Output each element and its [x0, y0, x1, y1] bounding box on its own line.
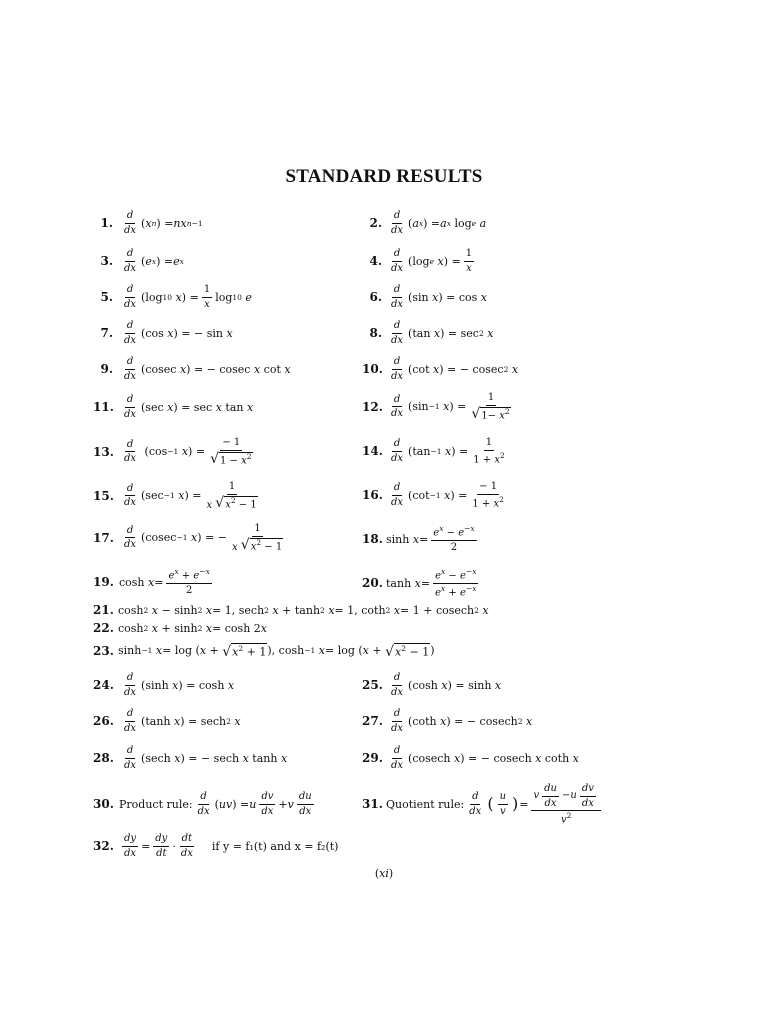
formula-number: 16.: [362, 488, 383, 503]
formula-expression: $\frac{d}{dx}$ (tan −1 x ) = $\frac{1}{1 + x^2}$: [391, 437, 505, 465]
formula-number: 11.: [93, 400, 114, 414]
formula-16: [362, 481, 509, 509]
formula-expression: $\frac{d}{dx}$ (cosec −1 x ) = − 1 x √ $x^2 - 1$: [124, 523, 283, 554]
formula-4: [362, 248, 477, 274]
formula-number: 3.: [100, 254, 113, 268]
formula-expression: cosh 2 x − sinh 2 x = 1, sech 2 x + tanh 2 x = 1, coth 2 x = 1 + cosech 2 x: [118, 604, 489, 617]
formula-number: 30.: [93, 797, 114, 811]
formula-expression: $\frac{d}{dx}$ (tan x ) = sec 2 x: [391, 320, 494, 346]
formula-expression: $\frac{d}{dx}$ (cosh x ) = sinh x: [391, 672, 502, 698]
formula-15: [93, 481, 263, 511]
formula-expression: $\frac{d}{dx}$ ( a x ) = a x log e a: [391, 210, 487, 236]
formula-expression: $\frac{d}{dx}$ (cot x ) = − cosec 2 x: [391, 356, 519, 382]
formula-expression: $\frac{d}{dx}$ (cos −1 x ) = − 1 √ $1 - x^2$: [124, 437, 252, 468]
formula-number: 18.: [362, 532, 383, 547]
formula-number: 9.: [100, 362, 113, 376]
quotient-rule-label: Quotient rule:: [386, 797, 465, 811]
formula-expression: sinh x = $\frac{e^x - e^{-x}}{2}$: [386, 524, 475, 553]
formula-11: [93, 394, 253, 420]
formula-7: [93, 320, 233, 346]
formula-number: 10.: [362, 362, 383, 376]
formula-expression: $\frac{d}{dx}$ (sin x ) = cos x: [391, 284, 487, 310]
formula-8: [362, 320, 493, 346]
formula-2: [362, 210, 486, 236]
formula-number: 6.: [369, 290, 382, 304]
formula-13: [93, 437, 258, 467]
formula-23: [93, 643, 435, 659]
formula-1: [93, 210, 203, 236]
formula-number: 5.: [100, 290, 113, 304]
formula-9: [93, 356, 291, 382]
formula-expression: $\frac{d}{dx}$ (sech x ) = − sech x tanh x: [124, 745, 288, 771]
formula-27: [362, 708, 532, 734]
page-number: (xi): [374, 867, 394, 880]
page-title: STANDARD RESULTS: [285, 166, 483, 187]
formula-14: [362, 437, 510, 465]
formula-expression: $\frac{d}{dx}$ (cosech x ) = − cosech x coth x: [391, 745, 579, 771]
formula-expression: $\frac{d}{dx}$ (cos x ) = − sin x: [124, 320, 233, 346]
formula-expression: cosh x = $\frac{e^x + e^{-x}}{2}$: [119, 567, 210, 596]
formula-number: 1.: [100, 216, 113, 230]
formula-expression: $\frac{dy}{dx}$ = $\frac{dy}{dt}$ · $\frac{dt}{dx}$ if y = f₁(t) and x = f₂(t): [124, 833, 339, 859]
formula-10: [362, 356, 518, 382]
formula-expression: $\frac{d}{dx}$ (sec x ) = sec x tan x: [124, 394, 254, 420]
formula-21: [93, 603, 489, 617]
formula-number: 28.: [93, 751, 114, 765]
formula-number: 23.: [93, 643, 114, 658]
formula-expression: $\frac{d}{dx}$ ( x n ) = nx n−1: [124, 210, 203, 236]
formula-expression: $\frac{d}{dx}$ ( e x ) = e x: [124, 248, 184, 274]
formula-expression: Quotient rule: $\frac{d}{dx}$ ( $\frac{u}{v}$ ) = v $\frac{du}{dx}$ − u $\frac{dv}{dx}$ $v^2$: [386, 783, 604, 826]
formula-expression: $\frac{d}{dx}$ (log e x ) = $\frac{1}{x}$: [391, 248, 473, 274]
formula-number: 15.: [93, 488, 114, 503]
formula-number: 12.: [362, 399, 383, 414]
formula-25: [362, 672, 501, 698]
formula-32: [93, 833, 338, 859]
formula-24: [93, 672, 234, 698]
formula-29: [362, 745, 579, 771]
formula-number: 24.: [93, 678, 114, 692]
formula-number: 31.: [362, 797, 383, 812]
formula-30: [93, 791, 317, 817]
formula-expression: $\frac{d}{dx}$ (coth x ) = − cosech 2 x: [391, 708, 533, 734]
formula-number: 32.: [93, 839, 114, 853]
formula-number: 8.: [369, 326, 382, 340]
formula-number: 14.: [362, 444, 383, 459]
formula-17: [93, 523, 288, 553]
formula-expression: tanh x = $\frac{e^x - e^{-x}}{e^x + e^{-x}}$: [386, 567, 477, 599]
formula-expression: $\frac{d}{dx}$ (tanh x ) = sech 2 x: [124, 708, 241, 734]
formula-expression: Product rule: $\frac{d}{dx}$ ( uv ) = u $\frac{dv}{dx}$ + v $\frac{du}{dx}$: [119, 791, 312, 817]
formula-number: 22.: [93, 621, 114, 635]
formula-number: 17.: [93, 530, 114, 545]
formula-number: 2.: [369, 216, 382, 230]
formula-expression: cosh 2 x + sinh 2 x = cosh 2 x: [118, 622, 268, 635]
formula-expression: $\frac{d}{dx}$ (sec −1 x ) = 1 x √ $x^2 - 1$: [124, 481, 257, 512]
formula-number: 4.: [369, 254, 382, 268]
formula-expression: sinh −1 x = log ( x + √ $x^2 + 1$ ), cosh −1 x = log ( x + √ $x^2 - 1$ ): [118, 643, 435, 660]
formula-number: 25.: [362, 678, 383, 692]
formula-number: 13.: [93, 444, 114, 459]
formula-6: [362, 284, 487, 310]
formula-expression: $\frac{d}{dx}$ (log 10 x ) = $\frac{1}{x}$ log 10 e: [124, 284, 252, 310]
product-rule-label: Product rule:: [119, 797, 193, 811]
formula-31: [362, 783, 604, 826]
formula-number: 26.: [93, 714, 114, 728]
formula-28: [93, 745, 287, 771]
formula-18: [362, 525, 480, 553]
formula-19: [93, 568, 215, 596]
formula-22: [93, 621, 267, 635]
formula-number: 20.: [362, 576, 383, 591]
formula-number: 29.: [362, 751, 383, 765]
formula-number: 21.: [93, 603, 114, 617]
formula-20: [362, 568, 481, 599]
formula-expression: $\frac{d}{dx}$ (cot −1 x ) = $\frac{- 1}{1 + x^2}$: [391, 481, 504, 509]
formula-expression: $\frac{d}{dx}$ (sinh x ) = cosh x: [124, 672, 235, 698]
formula-5: [93, 284, 252, 310]
formula-number: 27.: [362, 714, 383, 728]
formula-number: 19.: [93, 575, 114, 590]
formula-3: [93, 248, 184, 274]
formula-expression: $\frac{d}{dx}$ (sin −1 x ) = 1 √ $1- x^2$: [391, 392, 510, 423]
formula-12: [362, 392, 516, 422]
formula-expression: $\frac{d}{dx}$ (cosec x ) = − cosec x cot x: [124, 356, 291, 382]
formula-26: [93, 708, 241, 734]
formula-number: 7.: [100, 326, 113, 340]
chain-rule-condition: if y = f₁(t) and x = f₂(t): [211, 839, 339, 853]
